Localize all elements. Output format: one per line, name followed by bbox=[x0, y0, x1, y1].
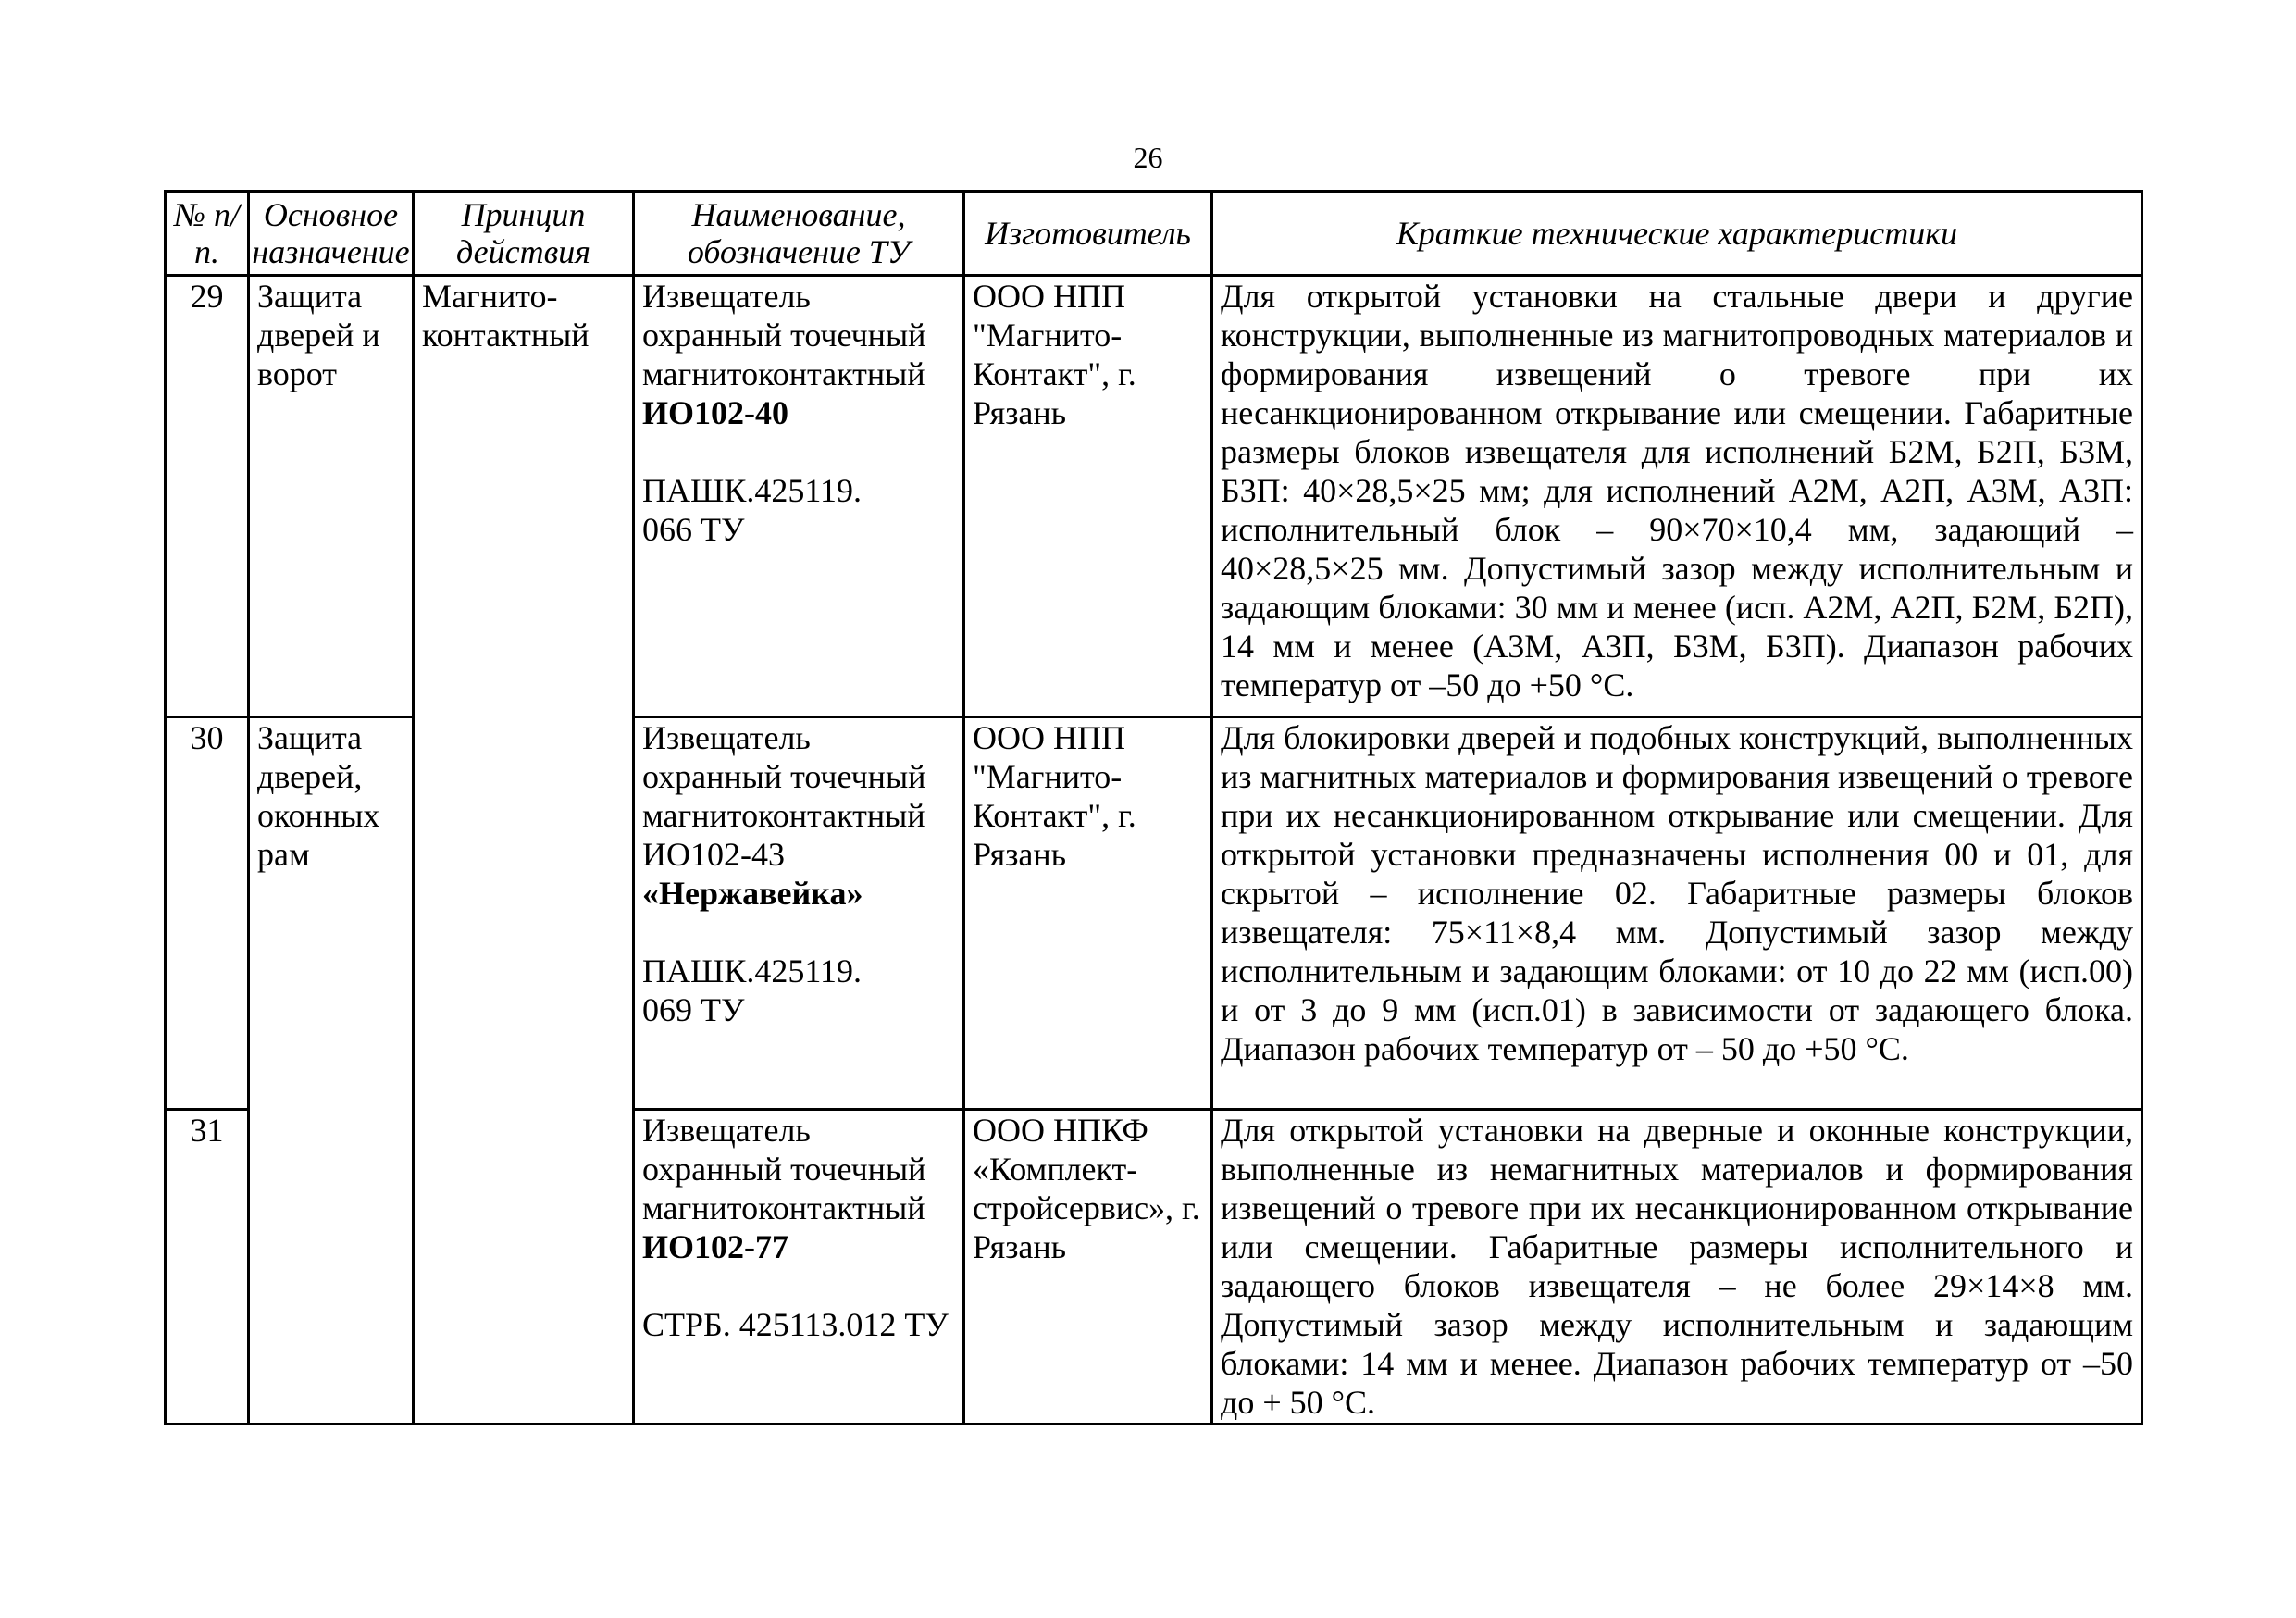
row-purpose: Защита дверей, оконных рам bbox=[249, 717, 414, 1425]
header-name: Наименование, обозначение ТУ bbox=[634, 192, 964, 276]
tu-designation-line1: ПАШК.425119. bbox=[642, 472, 862, 509]
row-number: 31 bbox=[166, 1110, 249, 1425]
table-header-row bbox=[166, 192, 2142, 276]
tu-designation-line2: 066 ТУ bbox=[642, 511, 745, 548]
row-maker: ООО НПП "Магнито-Контакт", г. Рязань bbox=[964, 276, 1212, 717]
header-num: № п/п. bbox=[166, 192, 249, 276]
row-name bbox=[634, 1110, 964, 1425]
header-maker: Изготовитель bbox=[964, 192, 1212, 276]
row-number: 30 bbox=[166, 717, 249, 1110]
device-name-text: Извещатель охранный точечный магнитоконтактный ИО102-43 bbox=[642, 719, 926, 873]
device-model: ИО102-40 bbox=[642, 394, 788, 431]
row-principle: Магнито-контактный bbox=[414, 276, 634, 1425]
table-row bbox=[166, 276, 2142, 717]
spec-table bbox=[164, 190, 2143, 1425]
tu-designation-line2: 069 ТУ bbox=[642, 991, 745, 1028]
header-principle: Принцип действия bbox=[414, 192, 634, 276]
row-purpose: Защита дверей и ворот bbox=[249, 276, 414, 717]
row-maker: ООО НПКФ «Комплект-стройсервис», г. Рязань bbox=[964, 1110, 1212, 1425]
device-model: ИО102-77 bbox=[642, 1228, 788, 1265]
header-specs: Краткие технические характеристики bbox=[1212, 192, 2142, 276]
tu-designation-line1: ПАШК.425119. bbox=[642, 952, 862, 989]
device-model: «Нержавейка» bbox=[642, 875, 863, 912]
row-name bbox=[634, 276, 964, 717]
row-specs: Для блокировки дверей и подобных конструкций, выполненных из магнитных материалов и формирования извещений о тревоге при их несанкционированном открывание или смещении. Для открытой установки предназначены исполнения 00 и 01, для скрытой – исполнение 02. Габаритные размеры блоков извещателя: 75×11×8,4 мм. Допустимый зазор между исполнительным и задающим блоками: от 10 до 22 мм (исп.00) и от 3 до 9 мм (исп.01) в зависимости от задающего блока. Диапазон рабочих температур от – 50 до +50 °С. bbox=[1212, 717, 2142, 1110]
header-purpose: Основное назначение bbox=[249, 192, 414, 276]
row-specs: Для открытой установки на стальные двери и другие конструкции, выполненные из магнитопроводных материалов и формирования извещений о тревоге при их несанкционированном открывание или смещении. Габаритные размеры блоков извещателя для исполнений Б2М, Б2П, Б3М, Б3П: 40×28,5×25 мм; для исполнений А2М, А2П, А3М, А3П: исполнительный блок – 90×70×10,4 мм, задающий – 40×28,5×25 мм. Допустимый зазор между исполнительным и задающим блоками: 30 мм и менее (исп. А2М, А2П, Б2М, Б2П), 14 мм и менее (А3М, А3П, Б3М, Б3П). Диапазон рабочих температур от –50 до +50 °С. bbox=[1212, 276, 2142, 717]
row-maker: ООО НПП "Магнито-Контакт", г. Рязань bbox=[964, 717, 1212, 1110]
row-name bbox=[634, 717, 964, 1110]
device-name-text: Извещатель охранный точечный магнитоконтактный bbox=[642, 278, 926, 392]
page-number: 26 bbox=[1133, 141, 1163, 174]
tu-designation-line1: СТРБ. 425113.012 ТУ bbox=[642, 1306, 949, 1343]
row-number: 29 bbox=[166, 276, 249, 717]
row-specs: Для открытой установки на дверные и оконные конструкции, выполненные из немагнитных материалов и формирования извещений о тревоге при их несанкционированном открывание или смещении. Габаритные размеры исполнительного и задающего блоков извещателя – не более 29×14×8 мм. Допустимый зазор между исполнительным и задающим блоками: 14 мм и менее. Диапазон рабочих температур от –50 до + 50 °С. bbox=[1212, 1110, 2142, 1425]
device-name-text: Извещатель охранный точечный магнитоконтактный bbox=[642, 1112, 926, 1226]
